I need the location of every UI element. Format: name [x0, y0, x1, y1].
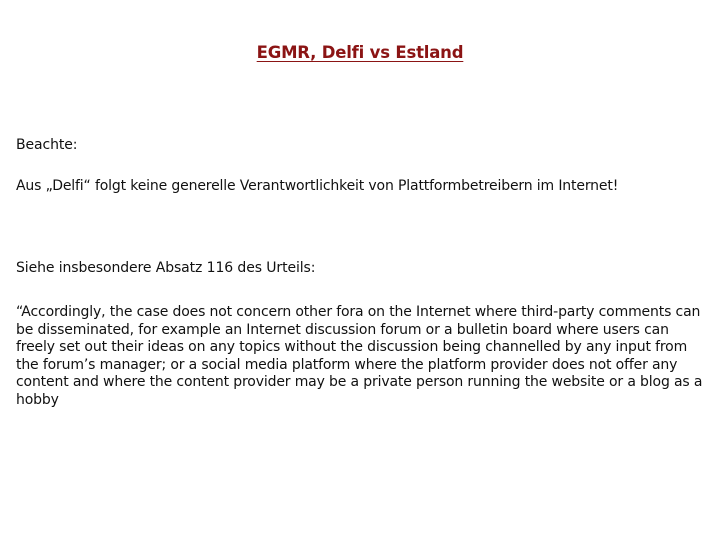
section-text-note: Aus „Delfi“ folgt keine generelle Verantwortlichkeit von Plattformbetreibern im Internet!	[16, 178, 619, 194]
slide-title: EGMR, Delfi vs Estland	[256, 43, 464, 62]
quote-paragraph-116: “Accordingly, the case does not concern other fora on the Internet where third-party comments can be disseminated, for example an Internet discussion forum or a bulletin board where users can freely set out their ideas on any topics without the discussion being channelled by any input from the forum’s manager; or a social media platform where the platform provider does not offer any content and where the content provider may be a private person running the website or a blog as a hobby	[16, 304, 703, 408]
section-heading-paragraph-116: Siehe insbesondere Absatz 116 des Urteils:	[16, 260, 316, 276]
section-heading-note: Beachte:	[16, 137, 78, 153]
